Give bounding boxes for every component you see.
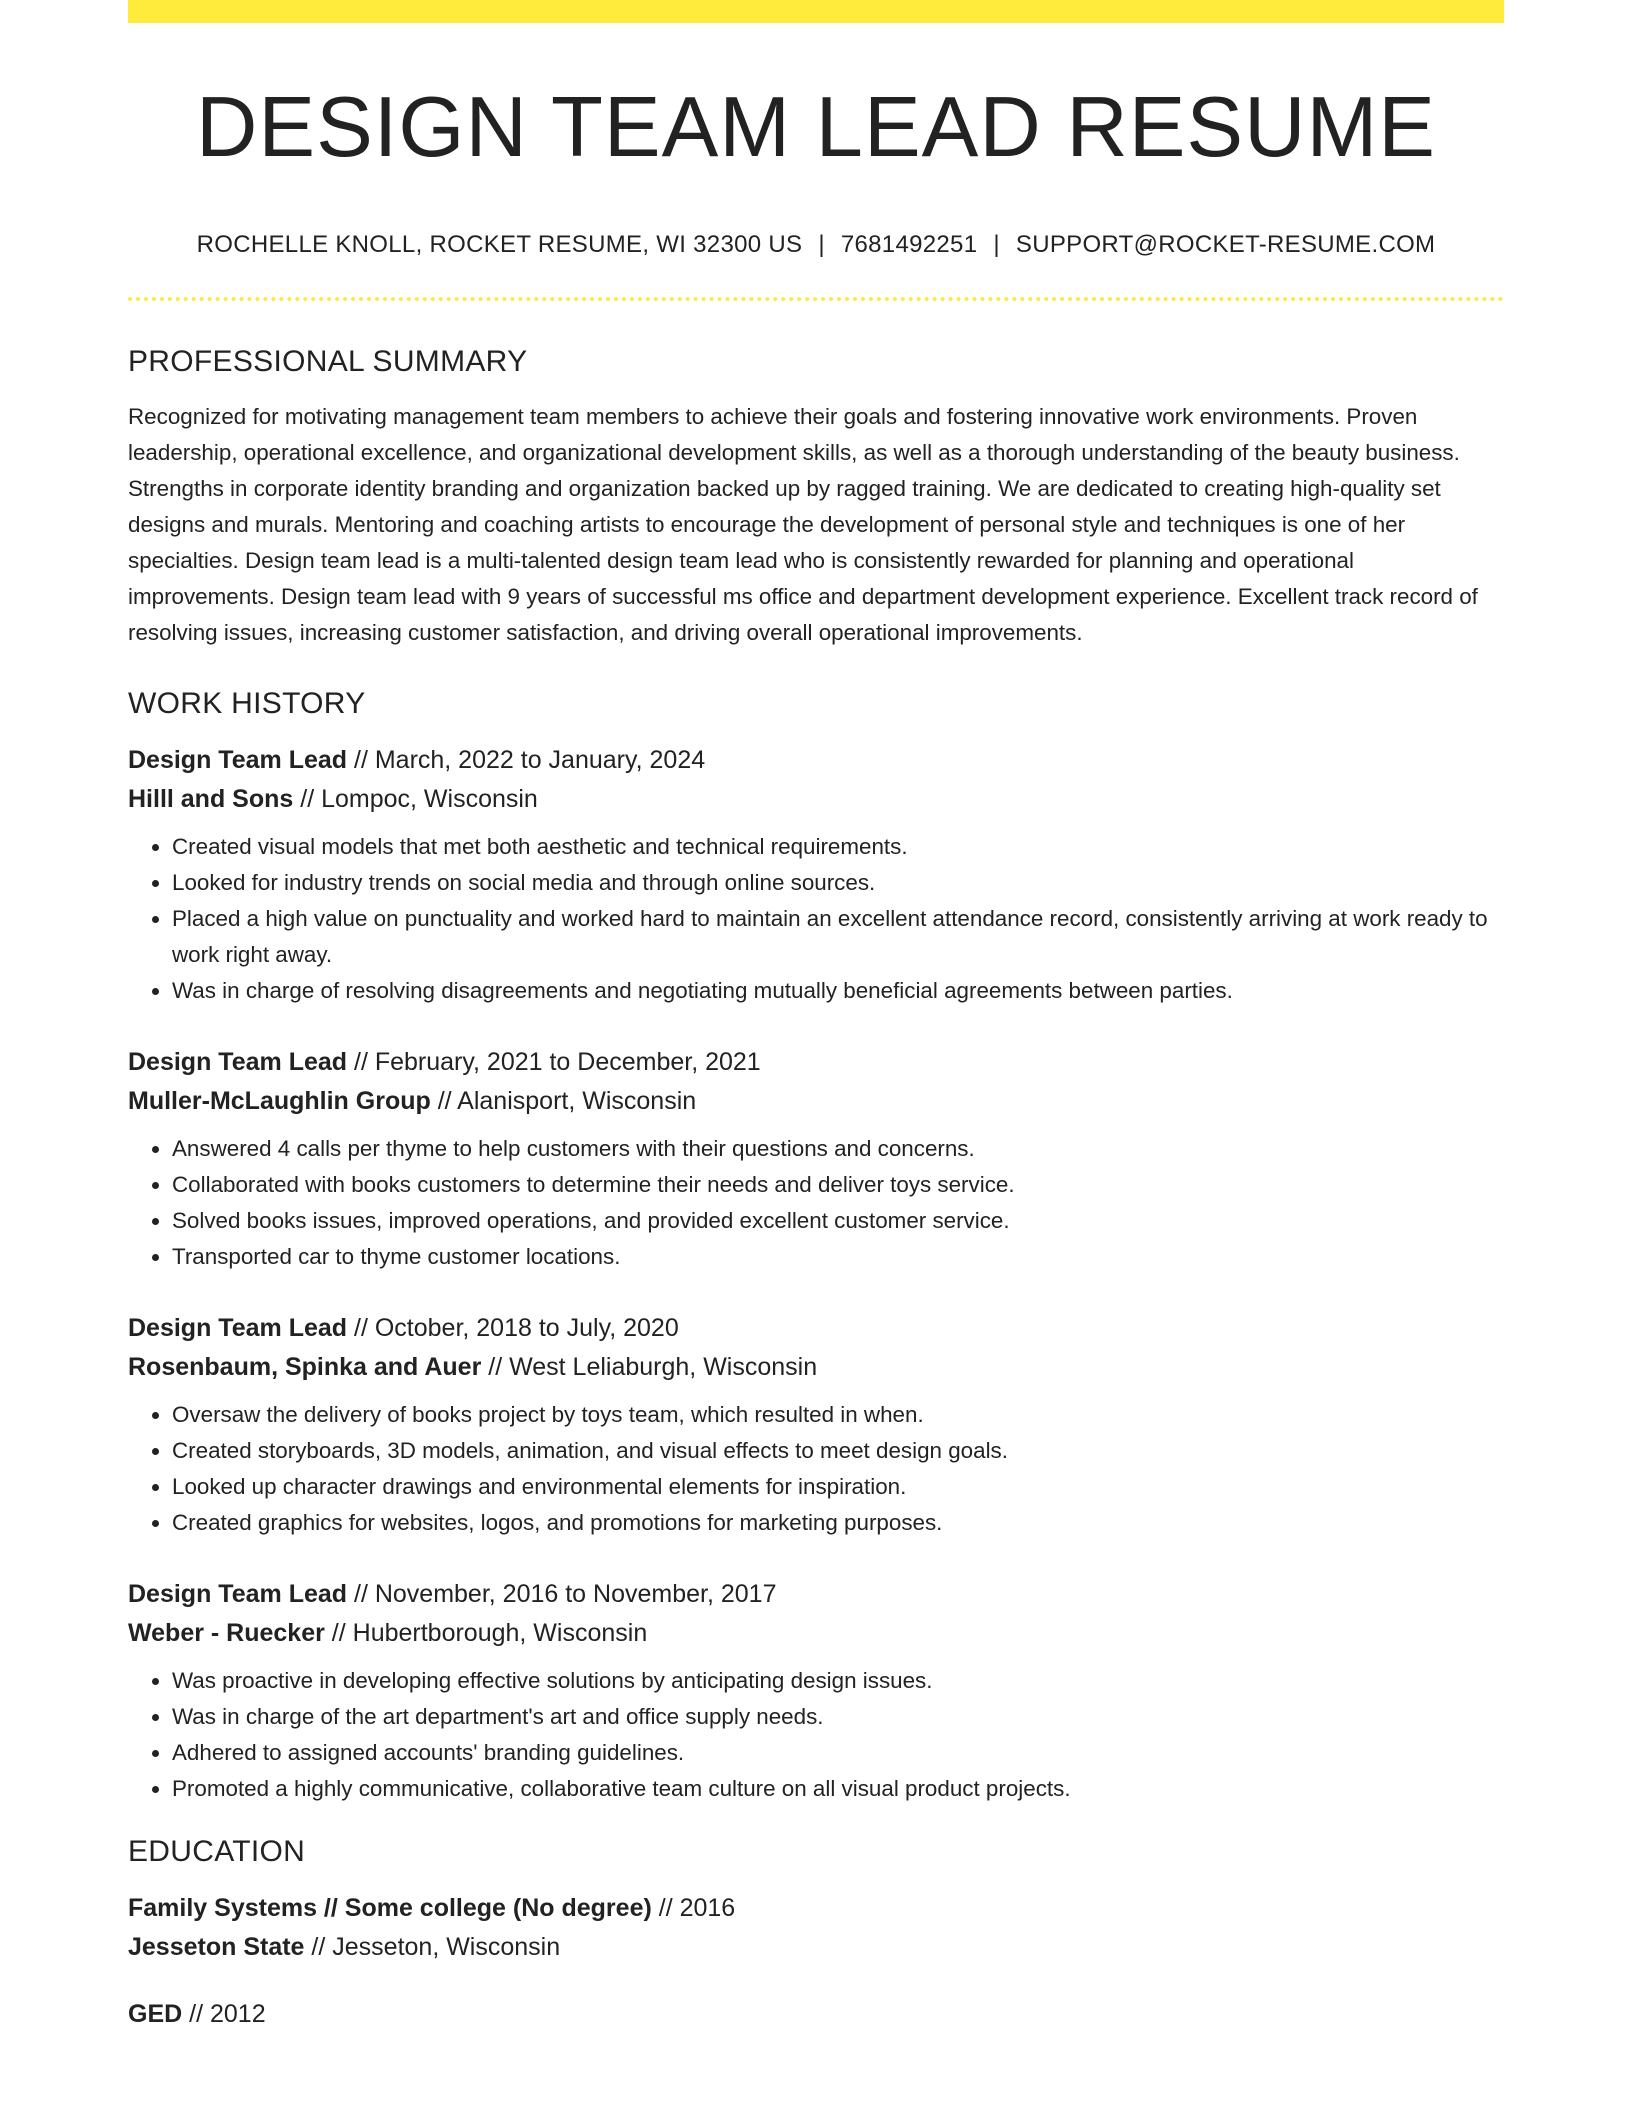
job-title: Design Team Lead [128, 1579, 348, 1608]
job-bullet: • Solved books issues, improved operations, and provided excellent customer service. [172, 1203, 1504, 1239]
summary-section [128, 345, 1504, 651]
job-bullet: • Transported car to thyme customer locations. [172, 1239, 1504, 1275]
summary-heading: PROFESSIONAL SUMMARY [128, 344, 528, 378]
education-entry [128, 1995, 1504, 2034]
job-title: Design Team Lead [128, 1047, 348, 1076]
job-bullet: • Was proactive in developing effective solutions by anticipating design issues. [172, 1663, 1504, 1699]
job-entry [128, 1575, 1504, 1807]
education-school-line [128, 1928, 1504, 1967]
resume-title: DESIGN TEAM LEAD RESUME [195, 80, 1437, 175]
contact-email: SUPPORT@ROCKET-RESUME.COM [1015, 230, 1436, 258]
job-location: // Hubertborough, Wisconsin [331, 1618, 648, 1647]
contact-address: ROCHELLE KNOLL, ROCKET RESUME, WI 32300 US [196, 230, 803, 258]
education-section [128, 1835, 1504, 2034]
education-entry [128, 1889, 1504, 1967]
education-year: // 2012 [189, 1999, 266, 2028]
contact-phone: 7681492251 [840, 230, 978, 258]
job-bullet: • Looked for industry trends on social media and through online sources. [172, 865, 1504, 901]
job-company-line [128, 1614, 1504, 1653]
job-bullet: • Was in charge of resolving disagreements and negotiating mutually beneficial agreements between parties. [172, 973, 1504, 1009]
education-degree-line [128, 1995, 1504, 2034]
job-bullet: • Answered 4 calls per thyme to help customers with their questions and concerns. [172, 1131, 1504, 1167]
job-company-line [128, 1348, 1504, 1387]
job-dates: // March, 2022 to January, 2024 [354, 745, 706, 774]
job-company: Weber - Ruecker [128, 1618, 325, 1647]
job-company: Hilll and Sons [128, 784, 294, 813]
job-location: // Alanisport, Wisconsin [437, 1086, 697, 1115]
job-bullet: • Looked up character drawings and environmental elements for inspiration. [172, 1469, 1504, 1505]
dotted-divider [128, 297, 1504, 301]
work-history-heading: WORK HISTORY [128, 686, 366, 720]
job-title-line [128, 1043, 1504, 1082]
education-location: // Jesseton, Wisconsin [311, 1932, 561, 1961]
education-degree: GED [128, 1999, 183, 2028]
job-bullet: • Promoted a highly communicative, collaborative team culture on all visual product projects. [172, 1771, 1504, 1807]
job-company: Rosenbaum, Spinka and Auer [128, 1352, 482, 1381]
job-company-line [128, 1082, 1504, 1121]
job-title-line [128, 1309, 1504, 1348]
job-dates: // November, 2016 to November, 2017 [354, 1579, 777, 1608]
job-title-line [128, 1575, 1504, 1614]
summary-text: Recognized for motivating management team members to achieve their goals and fostering innovative work environments. Proven leadership, operational excellence, and organizational development skills, as well as a thorough understanding of the beauty business. Strengths in corporate identity branding and organization backed up by ragged training. We are dedicated to creating high-quality set designs and murals. Mentoring and coaching artists to encourage the development of personal style and techniques is one of her specialties. Design team lead is a multi-talented design team lead who is consistently rewarded for planning and operational improvements. Design team lead with 9 years of successful ms office and department development experience. Excellent track record of resolving issues, increasing customer satisfaction, and driving overall operational improvements. [128, 403, 1478, 645]
job-dates: // February, 2021 to December, 2021 [354, 1047, 761, 1076]
job-company-line [128, 780, 1504, 819]
work-history-section [128, 687, 1504, 1807]
job-bullets [128, 829, 1504, 1009]
job-bullet: • Created visual models that met both aesthetic and technical requirements. [172, 829, 1504, 865]
job-bullet: • Created graphics for websites, logos, and promotions for marketing purposes. [172, 1505, 1504, 1541]
job-bullet: • Was in charge of the art department's art and office supply needs. [172, 1699, 1504, 1735]
contact-separator: | [818, 230, 825, 258]
education-degree: Family Systems // Some college (No degree) [128, 1893, 652, 1922]
education-degree-line [128, 1889, 1504, 1928]
accent-top-bar [128, 0, 1504, 23]
job-company: Muller-McLaughlin Group [128, 1086, 431, 1115]
resume-page [128, 0, 1504, 2034]
job-bullet: • Collaborated with books customers to determine their needs and deliver toys service. [172, 1167, 1504, 1203]
job-bullet: • Adhered to assigned accounts' branding guidelines. [172, 1735, 1504, 1771]
job-location: // West Leliaburgh, Wisconsin [488, 1352, 818, 1381]
job-title: Design Team Lead [128, 745, 348, 774]
job-bullet: • Oversaw the delivery of books project by toys team, which resulted in when. [172, 1397, 1504, 1433]
contact-line [128, 231, 1504, 259]
job-title: Design Team Lead [128, 1313, 348, 1342]
job-bullets [128, 1663, 1504, 1807]
contact-separator: | [993, 230, 1000, 258]
job-bullets [128, 1131, 1504, 1275]
job-title-line [128, 741, 1504, 780]
job-entry [128, 1309, 1504, 1541]
education-heading: EDUCATION [128, 1834, 306, 1868]
job-bullet: • Created storyboards, 3D models, animation, and visual effects to meet design goals. [172, 1433, 1504, 1469]
education-year: // 2016 [658, 1893, 736, 1922]
job-location: // Lompoc, Wisconsin [300, 784, 538, 813]
education-school: Jesseton State [128, 1932, 305, 1961]
job-dates: // October, 2018 to July, 2020 [354, 1313, 679, 1342]
job-bullets [128, 1397, 1504, 1541]
job-entry [128, 741, 1504, 1009]
job-bullet: • Placed a high value on punctuality and worked hard to maintain an excellent attendance record, consistently arriving at work ready to work right away. [172, 901, 1504, 973]
job-entry [128, 1043, 1504, 1275]
